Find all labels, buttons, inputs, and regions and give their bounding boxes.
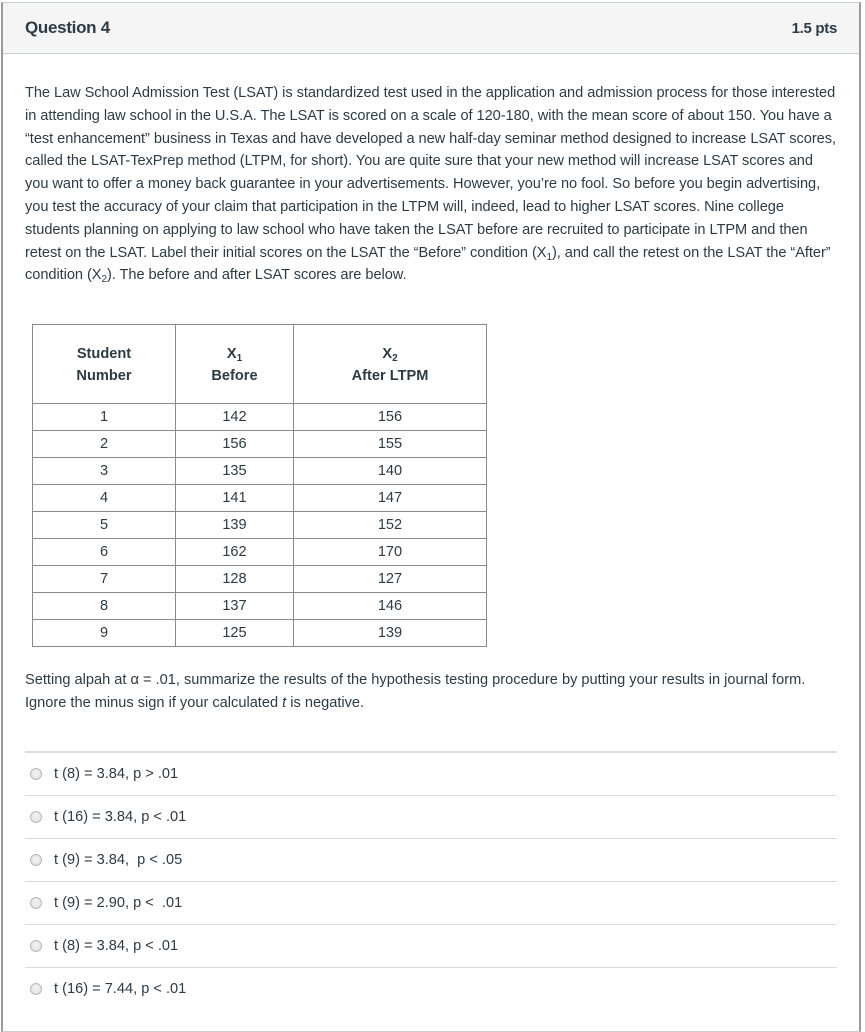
header-line: Before	[211, 368, 258, 385]
answer-option[interactable]	[25, 751, 837, 795]
header-var	[176, 343, 293, 365]
subscript-1: 1	[546, 251, 552, 263]
radio-button[interactable]	[30, 854, 42, 866]
header-line: Student	[76, 346, 132, 363]
question-body	[3, 54, 859, 1010]
paragraph-text: The Law School Admission Test (LSAT) is standardized test used in the application and admission process for those interested in attending law school in the U.S.A. The LSAT is scored on a scale of 120-180, with the mean score of about 150. You have a “test enhancement” business in Texas and have developed a new half-day seminar method designed to increase LSAT scores, called the LSAT-TexPrep method (LTPM, for short). You are quite sure that your new method will increase LSAT scores and you want to offer a money back guarantee in your advertisements. However, you’re no fool. So before you begin advertising, you test the accuracy of your claim that participation in the LTPM will, indeed, lead to higher LSAT scores. Nine college students planning on applying to law school who have taken the LSAT before are recruited to participate in LTPM and then retest on the LSAT. Label their initial scores on the LSAT the “Before” condition (X	[25, 85, 836, 261]
cell-after: 140	[294, 458, 487, 485]
cell-after: 156	[294, 404, 487, 431]
cell-before: 139	[176, 512, 294, 539]
var-subscript: 1	[236, 353, 243, 365]
cell-student: 5	[33, 512, 176, 539]
answer-label[interactable]: t (16) = 7.44, p < .01	[54, 980, 187, 997]
cell-before: 137	[176, 593, 294, 620]
answer-option[interactable]	[25, 881, 837, 924]
cell-after: 127	[294, 566, 487, 593]
table-row	[33, 512, 487, 539]
answer-label[interactable]: t (8) = 3.84, p < .01	[54, 937, 179, 954]
cell-student: 7	[33, 566, 176, 593]
cell-before: 125	[176, 620, 294, 647]
subscript-2: 2	[101, 274, 107, 286]
table-row	[33, 431, 487, 458]
cell-student: 1	[33, 404, 176, 431]
cell-after: 170	[294, 539, 487, 566]
table-header-row	[33, 325, 487, 404]
header-line: After LTPM	[351, 368, 429, 385]
radio-button[interactable]	[30, 768, 42, 780]
table-row	[33, 404, 487, 431]
table-row	[33, 566, 487, 593]
prompt-text: Setting alpah at α = .01, summarize the results of the hypothesis testing procedure by putting your results in journal form. Ignore the minus sign if your calculated	[25, 672, 806, 711]
question-title: Question 4	[25, 18, 110, 37]
var-name: X	[382, 346, 393, 363]
radio-button[interactable]	[30, 983, 42, 995]
question-header	[3, 3, 859, 54]
answer-label[interactable]: t (9) = 3.84, p < .05	[54, 851, 183, 868]
answer-option[interactable]	[25, 924, 837, 967]
table-row	[33, 485, 487, 512]
cell-before: 128	[176, 566, 294, 593]
cell-before: 135	[176, 458, 294, 485]
prompt-t-italic: t	[282, 694, 287, 711]
radio-button[interactable]	[30, 897, 42, 909]
header-line: Number	[76, 368, 132, 385]
scores-table	[32, 324, 487, 647]
radio-button[interactable]	[30, 811, 42, 823]
header-after	[294, 325, 487, 404]
cell-before: 141	[176, 485, 294, 512]
cell-before: 142	[176, 404, 294, 431]
table-row	[33, 593, 487, 620]
header-var	[294, 343, 486, 365]
answer-option[interactable]	[25, 795, 837, 838]
cell-before: 156	[176, 431, 294, 458]
var-name: X	[226, 346, 237, 363]
prompt-text: is negative.	[286, 694, 365, 711]
question-paragraph	[25, 82, 837, 287]
cell-after: 155	[294, 431, 487, 458]
cell-student: 8	[33, 593, 176, 620]
answer-label[interactable]: t (16) = 3.84, p < .01	[54, 808, 187, 825]
header-student-number	[33, 325, 176, 404]
answer-option[interactable]	[25, 967, 837, 1010]
question-card	[1, 2, 861, 1032]
answer-list	[25, 751, 837, 1010]
question-prompt	[25, 669, 837, 715]
answer-option[interactable]	[25, 838, 837, 881]
question-points: 1.5 pts	[791, 19, 837, 37]
var-subscript: 2	[392, 353, 398, 365]
radio-button[interactable]	[30, 940, 42, 952]
cell-student: 9	[33, 620, 176, 647]
table-row	[33, 458, 487, 485]
cell-after: 139	[294, 620, 487, 647]
table-row	[33, 539, 487, 566]
table-row	[33, 620, 487, 647]
header-before	[176, 325, 294, 404]
cell-student: 2	[33, 431, 176, 458]
cell-student: 3	[33, 458, 176, 485]
cell-before: 162	[176, 539, 294, 566]
cell-after: 146	[294, 593, 487, 620]
cell-after: 147	[294, 485, 487, 512]
paragraph-text: ), and call the retest on the LSAT the “After” condition (X	[25, 244, 831, 284]
answer-label[interactable]: t (8) = 3.84, p > .01	[54, 765, 179, 782]
answer-label[interactable]: t (9) = 2.90, p < .01	[54, 894, 183, 911]
cell-after: 152	[294, 512, 487, 539]
cell-student: 4	[33, 485, 176, 512]
cell-student: 6	[33, 539, 176, 566]
paragraph-text: ). The before and after LSAT scores are below.	[106, 267, 407, 284]
